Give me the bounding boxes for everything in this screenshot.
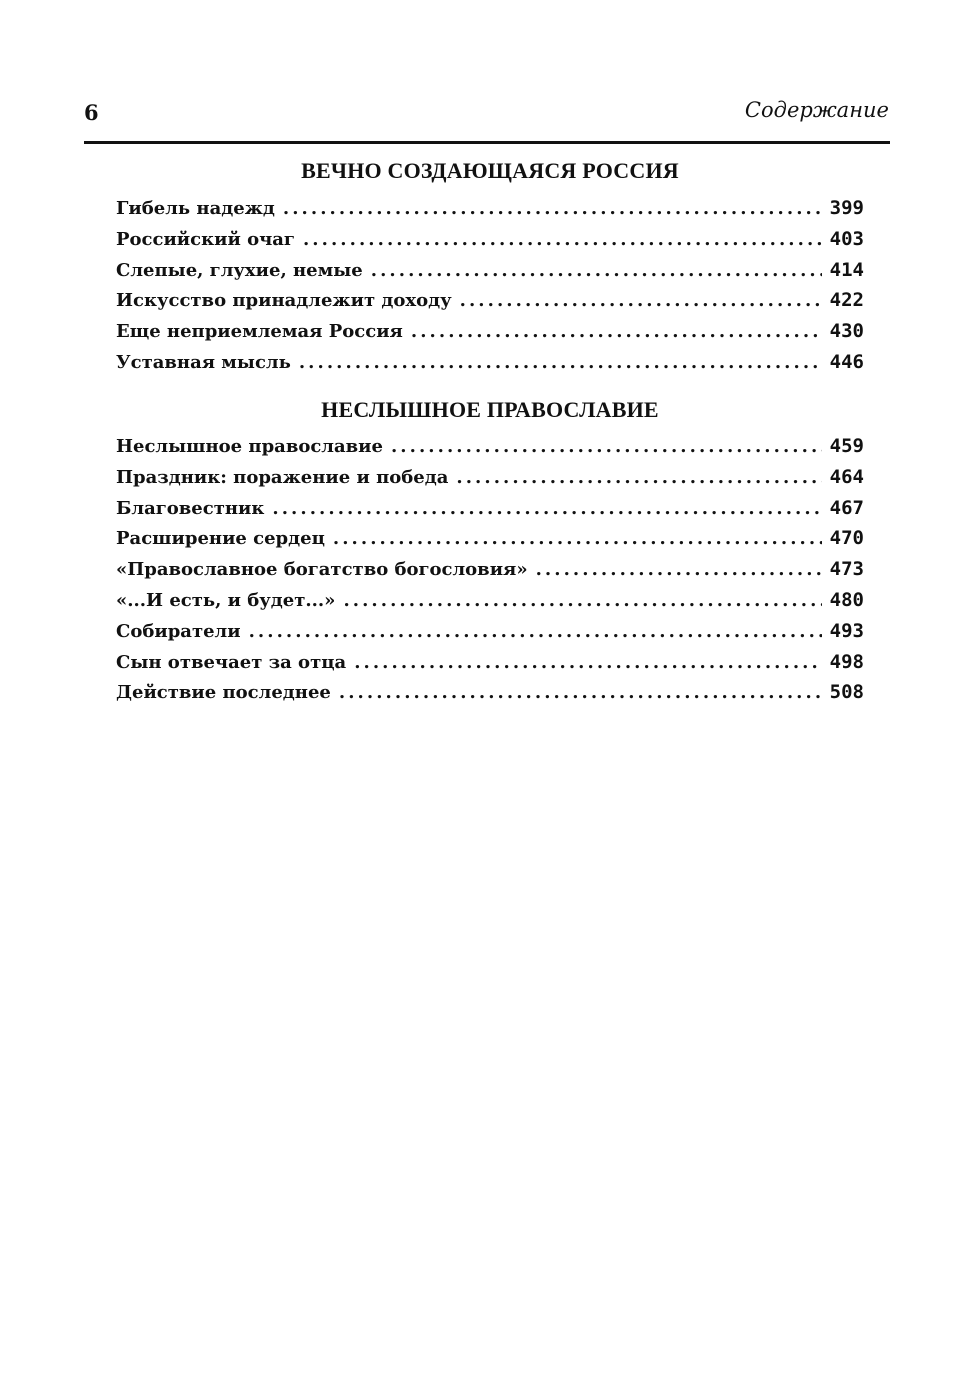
toc-entry-title: Сын отвечает за отца: [116, 651, 347, 673]
toc-entry-page: 430: [829, 320, 864, 343]
dot-leader: [354, 652, 821, 673]
toc-entry-page: 464: [829, 465, 864, 488]
dot-leader: [343, 590, 821, 611]
toc-entry[interactable]: [116, 351, 864, 382]
toc-entry-title: Искусство принадлежит доходу: [116, 290, 452, 312]
toc-entry-title: Российский очаг: [116, 228, 295, 250]
running-title: Содержание: [744, 98, 889, 122]
page-number: 6: [84, 100, 99, 125]
toc-entry[interactable]: [116, 228, 864, 259]
toc-entry[interactable]: [116, 651, 864, 682]
dot-leader: [411, 321, 822, 342]
toc-entry-page: 459: [829, 435, 864, 457]
toc-entry-page: 422: [829, 289, 864, 312]
toc-entry-title: Благовестник: [116, 497, 265, 519]
toc-entry[interactable]: [116, 558, 864, 589]
dot-leader: [371, 260, 822, 281]
dot-leader: [460, 290, 822, 311]
toc-entry-title: Уставная мысль: [116, 351, 291, 373]
toc-entry[interactable]: [116, 681, 864, 712]
toc-entry-page: 493: [829, 619, 864, 642]
toc-entry[interactable]: [116, 197, 864, 228]
toc-entry-title: Гибель надежд: [116, 198, 275, 219]
toc-entry[interactable]: [116, 259, 864, 290]
toc-entry-page: 414: [829, 258, 864, 281]
toc-entry[interactable]: [116, 289, 864, 320]
toc-list: [116, 197, 864, 382]
dot-leader: [339, 682, 822, 703]
toc-entry-page: 470: [829, 527, 864, 550]
toc-entry-title: Действие последнее: [116, 682, 331, 704]
toc-entry[interactable]: [116, 497, 864, 528]
dot-leader: [283, 198, 822, 219]
toc-list: [116, 435, 864, 712]
dot-leader: [299, 352, 822, 373]
section-title: ВЕЧНО СОЗДАЮЩАЯСЯ РОССИЯ: [301, 158, 679, 183]
toc-entry-title: Неслышное православие: [116, 436, 383, 457]
toc-entry-title: Собиратели: [116, 620, 241, 642]
toc-entry-title: «...И есть, и будет...»: [116, 589, 336, 611]
dot-leader: [249, 621, 822, 642]
dot-leader: [272, 498, 821, 519]
toc-entry-title: «Православное богатство богословия»: [116, 559, 528, 581]
page-header: [84, 96, 889, 130]
dot-leader: [333, 528, 822, 549]
toc-entry-page: 403: [829, 227, 864, 250]
toc-entry-page: 467: [829, 496, 864, 519]
toc-section-2: [116, 395, 864, 712]
dot-leader: [536, 559, 822, 580]
toc-entry-page: 498: [829, 650, 864, 673]
toc-entry[interactable]: [116, 620, 864, 651]
dot-leader: [303, 229, 822, 250]
toc-entry-page: 446: [829, 350, 864, 373]
toc-entry[interactable]: [116, 466, 864, 497]
toc-entry[interactable]: [116, 527, 864, 558]
dot-leader: [456, 467, 821, 488]
toc-entry[interactable]: [116, 320, 864, 351]
toc-entry[interactable]: [116, 589, 864, 620]
toc-entry-title: Еще неприемлемая Россия: [116, 321, 403, 343]
toc-entry-page: 508: [829, 681, 864, 704]
toc-entry-page: 480: [829, 588, 864, 611]
toc-section-1: [116, 156, 864, 382]
dot-leader: [391, 436, 822, 457]
section-title: НЕСЛЫШНОЕ ПРАВОСЛАВИЕ: [321, 397, 659, 422]
toc-entry-title: Праздник: поражение и победа: [116, 466, 449, 488]
toc-entry[interactable]: [116, 435, 864, 466]
toc-entry-title: Расширение сердец: [116, 528, 325, 550]
toc-entry-page: 399: [829, 197, 864, 219]
toc-entry-page: 473: [829, 558, 864, 581]
toc-entry-title: Слепые, глухие, немые: [116, 259, 363, 281]
header-rule: [84, 141, 890, 144]
